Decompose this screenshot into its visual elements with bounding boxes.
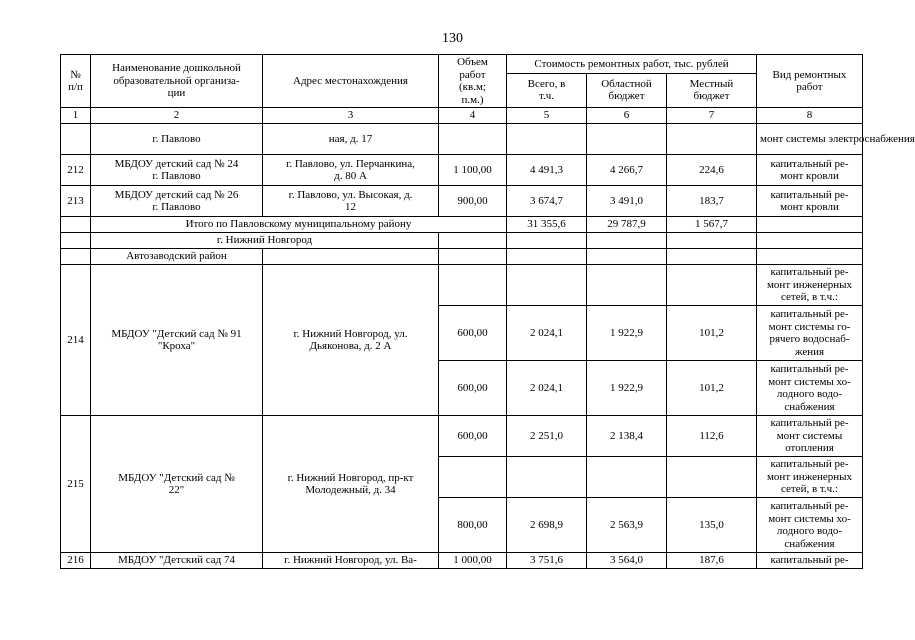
cell-local xyxy=(667,124,757,155)
cell-num: 213 xyxy=(61,186,91,217)
cell-total: 31 355,6 xyxy=(507,217,587,233)
cell-work-type: монт системы электроснабжения xyxy=(757,124,863,155)
table-row-district xyxy=(61,249,863,265)
header-local: Местный бюджет xyxy=(667,73,757,107)
cell-num xyxy=(61,249,91,265)
cell-regional xyxy=(587,124,667,155)
cell-num xyxy=(61,124,91,155)
cell-regional: 29 787,9 xyxy=(587,217,667,233)
header-name: Наименование дошкольной образовательной организа- ции xyxy=(91,55,263,108)
table-row xyxy=(61,265,863,306)
cell-volume: 600,00 xyxy=(439,416,507,457)
cell-local xyxy=(667,233,757,249)
table-row xyxy=(61,155,863,186)
total-label: Итого по Павловскому муниципальному району xyxy=(91,217,507,233)
header-total: Всего, в т.ч. xyxy=(507,73,587,107)
cell-regional xyxy=(587,457,667,498)
cell-local xyxy=(667,265,757,306)
cell-num: 216 xyxy=(61,553,91,569)
cell-num: 215 xyxy=(61,416,91,553)
cell-regional: 4 266,7 xyxy=(587,155,667,186)
cell-regional: 3 491,0 xyxy=(587,186,667,217)
cell-local xyxy=(667,457,757,498)
cell-regional xyxy=(587,265,667,306)
cell-work-type: капитальный ре- монт кровли xyxy=(757,155,863,186)
cell-total xyxy=(507,249,587,265)
cell-local: 187,6 xyxy=(667,553,757,569)
cell-local: 101,2 xyxy=(667,361,757,416)
cell-total xyxy=(507,124,587,155)
cell-local: 112,6 xyxy=(667,416,757,457)
cell-regional: 2 563,9 xyxy=(587,498,667,553)
cell-local: 224,6 xyxy=(667,155,757,186)
cell-regional: 3 564,0 xyxy=(587,553,667,569)
cell-num: 214 xyxy=(61,265,91,416)
cell-volume xyxy=(439,457,507,498)
cell-local: 135,0 xyxy=(667,498,757,553)
header-num: № п/п xyxy=(61,55,91,108)
col-number: 2 xyxy=(91,108,263,124)
cell-regional: 1 922,9 xyxy=(587,361,667,416)
cell-volume: 800,00 xyxy=(439,498,507,553)
cell-local: 183,7 xyxy=(667,186,757,217)
cell-volume: 1 000,00 xyxy=(439,553,507,569)
cell-total: 3 751,6 xyxy=(507,553,587,569)
cell-work-type: капитальный ре- монт системы хо- лодного водо- снабжения xyxy=(757,498,863,553)
cell-address: г. Нижний Новгород, пр-кт Молодежный, д. 34 xyxy=(263,416,439,553)
col-number: 6 xyxy=(587,108,667,124)
cell-total: 2 024,1 xyxy=(507,361,587,416)
cell-work-type: капитальный ре- монт системы хо- лодного водо- снабжения xyxy=(757,361,863,416)
cell-local xyxy=(667,249,757,265)
cell-name: МБДОУ детский сад № 24 г. Павлово xyxy=(91,155,263,186)
cell-volume: 1 100,00 xyxy=(439,155,507,186)
cell-num: 212 xyxy=(61,155,91,186)
cell-name: МБДОУ "Детский сад 74 xyxy=(91,553,263,569)
cell-work-type xyxy=(757,233,863,249)
header-address: Адрес местонахождения xyxy=(263,55,439,108)
cell-work-type: капитальный ре- монт системы го- рячего водоснаб- жения xyxy=(757,306,863,361)
cell-name: г. Павлово xyxy=(91,124,263,155)
col-number: 3 xyxy=(263,108,439,124)
cell-name: МБДОУ "Детский сад № 91 "Кроха" xyxy=(91,265,263,416)
cell-address: г. Павлово, ул. Высокая, д. 12 xyxy=(263,186,439,217)
cell-total: 2 024,1 xyxy=(507,306,587,361)
cell-volume: 600,00 xyxy=(439,306,507,361)
col-number: 5 xyxy=(507,108,587,124)
cell-address: г. Павлово, ул. Перчанкина, д. 80 А xyxy=(263,155,439,186)
cell-regional: 2 138,4 xyxy=(587,416,667,457)
table-row xyxy=(61,553,863,569)
cell-address: г. Нижний Новгород, ул. Ва- xyxy=(263,553,439,569)
header-cost-group: Стоимость ремонтных работ, тыс. рублей xyxy=(507,55,757,74)
cell-work-type: капитальный ре- монт системы отопления xyxy=(757,416,863,457)
cell-regional xyxy=(587,249,667,265)
cell-work-type xyxy=(757,217,863,233)
cell-regional: 1 922,9 xyxy=(587,306,667,361)
table-row-total xyxy=(61,217,863,233)
cell-num xyxy=(61,217,91,233)
city-label: г. Нижний Новгород xyxy=(91,233,439,249)
cell-volume xyxy=(439,265,507,306)
cell-name: МБДОУ "Детский сад № 22" xyxy=(91,416,263,553)
col-number: 4 xyxy=(439,108,507,124)
table-row xyxy=(61,124,863,155)
cell-work-type: капитальный ре- xyxy=(757,553,863,569)
col-number: 7 xyxy=(667,108,757,124)
cell-local: 101,2 xyxy=(667,306,757,361)
cell-total xyxy=(507,265,587,306)
cell-regional xyxy=(587,233,667,249)
cell-local: 1 567,7 xyxy=(667,217,757,233)
table-row xyxy=(61,186,863,217)
cell-address: ная, д. 17 xyxy=(263,124,439,155)
table-row xyxy=(61,416,863,457)
col-number: 8 xyxy=(757,108,863,124)
page-number: 130 xyxy=(442,31,463,46)
cell-volume: 600,00 xyxy=(439,361,507,416)
col-number: 1 xyxy=(61,108,91,124)
header-work-type: Вид ремонтных работ xyxy=(757,55,863,108)
cell-volume xyxy=(439,233,507,249)
cell-volume xyxy=(439,124,507,155)
header-regional: Областной бюджет xyxy=(587,73,667,107)
cell-work-type: капитальный ре- монт инженерных сетей, в т.ч.: xyxy=(757,265,863,306)
table-row-city xyxy=(61,233,863,249)
repair-works-table xyxy=(60,54,915,569)
cell-volume xyxy=(439,249,507,265)
cell-work-type: капитальный ре- монт кровли xyxy=(757,186,863,217)
cell-total: 4 491,3 xyxy=(507,155,587,186)
cell-address: г. Нижний Новгород, ул. Дьяконова, д. 2 А xyxy=(263,265,439,416)
cell-total: 3 674,7 xyxy=(507,186,587,217)
district-label: Автозаводский район xyxy=(91,249,263,265)
cell-work-type: капитальный ре- монт инженерных сетей, в т.ч.: xyxy=(757,457,863,498)
cell-work-type xyxy=(757,249,863,265)
cell-total: 2 698,9 xyxy=(507,498,587,553)
cell-address xyxy=(263,249,439,265)
cell-volume: 900,00 xyxy=(439,186,507,217)
cell-name: МБДОУ детский сад № 26 г. Павлово xyxy=(91,186,263,217)
header-volume: Объем работ (кв.м; п.м.) xyxy=(439,55,507,108)
cell-total xyxy=(507,457,587,498)
cell-total: 2 251,0 xyxy=(507,416,587,457)
cell-num xyxy=(61,233,91,249)
cell-total xyxy=(507,233,587,249)
